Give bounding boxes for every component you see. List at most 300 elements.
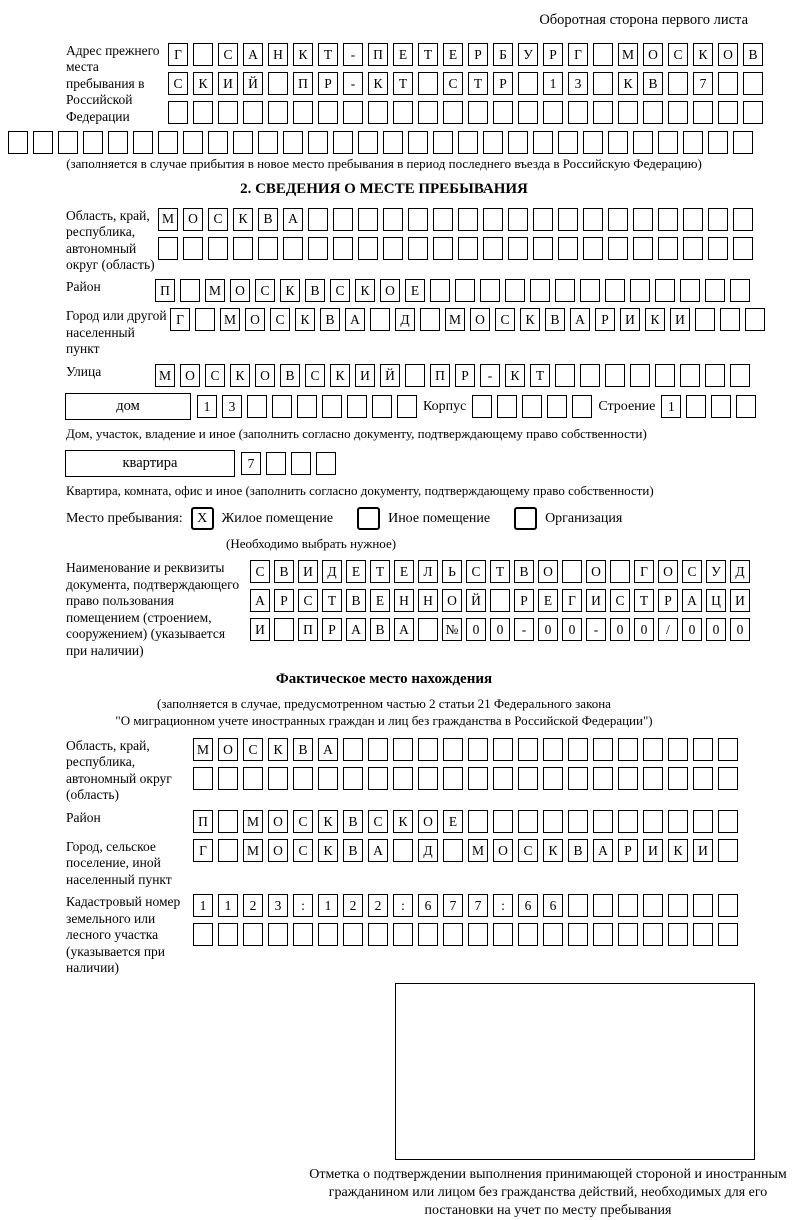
char-box[interactable] bbox=[493, 923, 513, 946]
char-box[interactable] bbox=[633, 131, 653, 154]
char-box[interactable] bbox=[558, 208, 578, 231]
char-box[interactable] bbox=[291, 452, 311, 475]
char-box[interactable]: - bbox=[480, 364, 500, 387]
char-box[interactable]: У bbox=[706, 560, 726, 583]
char-box[interactable]: В bbox=[258, 208, 278, 231]
char-box[interactable] bbox=[443, 101, 463, 124]
char-box[interactable]: Т bbox=[634, 589, 654, 612]
char-box[interactable] bbox=[458, 131, 478, 154]
char-box[interactable]: В bbox=[293, 738, 313, 761]
char-box[interactable]: К bbox=[293, 43, 313, 66]
char-box[interactable] bbox=[711, 395, 731, 418]
char-box[interactable]: К bbox=[330, 364, 350, 387]
char-box[interactable]: П bbox=[155, 279, 175, 302]
char-box[interactable]: Е bbox=[370, 589, 390, 612]
char-box[interactable]: С bbox=[208, 208, 228, 231]
char-box[interactable]: О bbox=[268, 810, 288, 833]
char-box[interactable] bbox=[533, 131, 553, 154]
char-box[interactable] bbox=[643, 810, 663, 833]
char-box[interactable] bbox=[610, 560, 630, 583]
char-box[interactable] bbox=[658, 208, 678, 231]
char-box[interactable]: М bbox=[243, 839, 263, 862]
char-box[interactable]: К bbox=[280, 279, 300, 302]
char-box[interactable]: В bbox=[370, 618, 390, 641]
char-box[interactable]: О bbox=[218, 738, 238, 761]
char-box[interactable] bbox=[508, 237, 528, 260]
char-box[interactable]: К bbox=[693, 43, 713, 66]
char-box[interactable] bbox=[268, 72, 288, 95]
char-box[interactable]: - bbox=[514, 618, 534, 641]
char-box[interactable] bbox=[733, 131, 753, 154]
char-box[interactable] bbox=[233, 131, 253, 154]
char-box[interactable] bbox=[497, 395, 517, 418]
char-box[interactable] bbox=[593, 810, 613, 833]
char-box[interactable] bbox=[668, 101, 688, 124]
char-box[interactable]: 2 bbox=[243, 894, 263, 917]
char-box[interactable]: К bbox=[520, 308, 540, 331]
char-box[interactable]: 0 bbox=[562, 618, 582, 641]
char-box[interactable] bbox=[443, 738, 463, 761]
char-box[interactable] bbox=[568, 894, 588, 917]
char-box[interactable]: Н bbox=[418, 589, 438, 612]
char-box[interactable] bbox=[183, 237, 203, 260]
char-box[interactable]: Й bbox=[243, 72, 263, 95]
char-box[interactable] bbox=[83, 131, 103, 154]
char-box[interactable]: 0 bbox=[706, 618, 726, 641]
char-box[interactable]: В bbox=[568, 839, 588, 862]
char-box[interactable]: 6 bbox=[418, 894, 438, 917]
char-box[interactable] bbox=[318, 923, 338, 946]
char-box[interactable] bbox=[493, 101, 513, 124]
char-box[interactable]: Т bbox=[393, 72, 413, 95]
char-box[interactable] bbox=[572, 395, 592, 418]
char-box[interactable] bbox=[605, 279, 625, 302]
char-box[interactable] bbox=[618, 810, 638, 833]
char-box[interactable] bbox=[333, 208, 353, 231]
char-box[interactable] bbox=[33, 131, 53, 154]
char-box[interactable] bbox=[383, 131, 403, 154]
char-box[interactable]: Е bbox=[538, 589, 558, 612]
char-box[interactable] bbox=[243, 923, 263, 946]
char-box[interactable]: 0 bbox=[610, 618, 630, 641]
char-box[interactable] bbox=[233, 237, 253, 260]
char-box[interactable]: С bbox=[518, 839, 538, 862]
char-box[interactable]: А bbox=[682, 589, 702, 612]
apartment-type-field[interactable]: квартира bbox=[65, 450, 235, 477]
char-box[interactable] bbox=[633, 208, 653, 231]
char-box[interactable] bbox=[518, 738, 538, 761]
char-box[interactable]: О bbox=[418, 810, 438, 833]
char-box[interactable] bbox=[490, 589, 510, 612]
char-box[interactable]: В bbox=[743, 43, 763, 66]
char-box[interactable]: И bbox=[730, 589, 750, 612]
char-box[interactable]: Т bbox=[418, 43, 438, 66]
char-box[interactable] bbox=[268, 767, 288, 790]
char-box[interactable]: С bbox=[466, 560, 486, 583]
char-box[interactable] bbox=[630, 279, 650, 302]
char-box[interactable]: М bbox=[193, 738, 213, 761]
char-box[interactable]: О bbox=[658, 560, 678, 583]
char-box[interactable]: 7 bbox=[468, 894, 488, 917]
char-box[interactable]: К bbox=[618, 72, 638, 95]
char-box[interactable] bbox=[558, 131, 578, 154]
char-box[interactable] bbox=[718, 839, 738, 862]
char-box[interactable] bbox=[193, 43, 213, 66]
char-box[interactable] bbox=[693, 894, 713, 917]
char-box[interactable]: Р bbox=[658, 589, 678, 612]
char-box[interactable]: В bbox=[346, 589, 366, 612]
char-box[interactable]: Ь bbox=[442, 560, 462, 583]
char-box[interactable] bbox=[258, 131, 278, 154]
char-box[interactable]: И bbox=[620, 308, 640, 331]
char-box[interactable] bbox=[643, 894, 663, 917]
char-box[interactable]: А bbox=[345, 308, 365, 331]
char-box[interactable] bbox=[743, 101, 763, 124]
char-box[interactable] bbox=[343, 923, 363, 946]
char-box[interactable] bbox=[493, 738, 513, 761]
char-box[interactable]: Г bbox=[634, 560, 654, 583]
char-box[interactable]: С bbox=[255, 279, 275, 302]
char-box[interactable] bbox=[58, 131, 78, 154]
char-box[interactable] bbox=[518, 767, 538, 790]
char-box[interactable]: Д bbox=[395, 308, 415, 331]
char-box[interactable]: С bbox=[682, 560, 702, 583]
char-box[interactable] bbox=[458, 237, 478, 260]
char-box[interactable]: К bbox=[543, 839, 563, 862]
char-box[interactable]: П bbox=[298, 618, 318, 641]
char-box[interactable] bbox=[708, 237, 728, 260]
char-box[interactable]: О bbox=[718, 43, 738, 66]
char-box[interactable] bbox=[583, 208, 603, 231]
char-box[interactable]: М bbox=[243, 810, 263, 833]
char-box[interactable] bbox=[493, 810, 513, 833]
char-box[interactable] bbox=[680, 364, 700, 387]
char-box[interactable]: К bbox=[230, 364, 250, 387]
char-box[interactable] bbox=[668, 72, 688, 95]
char-box[interactable]: В bbox=[305, 279, 325, 302]
char-box[interactable] bbox=[593, 923, 613, 946]
char-box[interactable]: : bbox=[493, 894, 513, 917]
char-box[interactable] bbox=[208, 131, 228, 154]
char-box[interactable]: И bbox=[355, 364, 375, 387]
char-box[interactable]: П bbox=[368, 43, 388, 66]
char-box[interactable] bbox=[518, 923, 538, 946]
char-box[interactable] bbox=[658, 237, 678, 260]
char-box[interactable] bbox=[720, 308, 740, 331]
char-box[interactable] bbox=[705, 279, 725, 302]
char-box[interactable]: М bbox=[205, 279, 225, 302]
char-box[interactable]: Р bbox=[455, 364, 475, 387]
char-box[interactable] bbox=[333, 131, 353, 154]
char-box[interactable] bbox=[258, 237, 278, 260]
char-box[interactable] bbox=[508, 131, 528, 154]
char-box[interactable] bbox=[693, 810, 713, 833]
char-box[interactable] bbox=[518, 101, 538, 124]
char-box[interactable] bbox=[283, 237, 303, 260]
char-box[interactable]: М bbox=[220, 308, 240, 331]
char-box[interactable] bbox=[693, 738, 713, 761]
char-box[interactable] bbox=[718, 72, 738, 95]
char-box[interactable] bbox=[668, 923, 688, 946]
char-box[interactable] bbox=[168, 101, 188, 124]
char-box[interactable]: С bbox=[250, 560, 270, 583]
char-box[interactable]: С bbox=[205, 364, 225, 387]
char-box[interactable]: Р bbox=[543, 43, 563, 66]
char-box[interactable]: 7 bbox=[241, 452, 261, 475]
char-box[interactable] bbox=[370, 308, 390, 331]
char-box[interactable] bbox=[593, 767, 613, 790]
char-box[interactable] bbox=[322, 395, 342, 418]
char-box[interactable] bbox=[247, 395, 267, 418]
char-box[interactable] bbox=[618, 894, 638, 917]
char-box[interactable] bbox=[318, 101, 338, 124]
char-box[interactable] bbox=[418, 923, 438, 946]
char-box[interactable] bbox=[580, 279, 600, 302]
char-box[interactable]: Р bbox=[318, 72, 338, 95]
char-box[interactable]: В bbox=[320, 308, 340, 331]
char-box[interactable]: О bbox=[470, 308, 490, 331]
char-box[interactable] bbox=[358, 131, 378, 154]
char-box[interactable] bbox=[633, 237, 653, 260]
char-box[interactable] bbox=[468, 810, 488, 833]
char-box[interactable]: У bbox=[518, 43, 538, 66]
char-box[interactable]: О bbox=[255, 364, 275, 387]
char-box[interactable] bbox=[705, 364, 725, 387]
char-box[interactable] bbox=[218, 767, 238, 790]
char-box[interactable]: Д bbox=[322, 560, 342, 583]
char-box[interactable] bbox=[418, 767, 438, 790]
char-box[interactable] bbox=[418, 738, 438, 761]
char-box[interactable] bbox=[568, 101, 588, 124]
char-box[interactable]: А bbox=[318, 738, 338, 761]
char-box[interactable]: П bbox=[293, 72, 313, 95]
char-box[interactable]: - bbox=[343, 72, 363, 95]
residential-checkbox[interactable]: X bbox=[191, 507, 214, 530]
char-box[interactable] bbox=[318, 767, 338, 790]
char-box[interactable] bbox=[343, 738, 363, 761]
char-box[interactable]: О bbox=[268, 839, 288, 862]
char-box[interactable]: Л bbox=[418, 560, 438, 583]
char-box[interactable] bbox=[343, 767, 363, 790]
char-box[interactable] bbox=[693, 767, 713, 790]
char-box[interactable] bbox=[308, 237, 328, 260]
char-box[interactable] bbox=[193, 923, 213, 946]
char-box[interactable] bbox=[618, 738, 638, 761]
char-box[interactable]: К bbox=[295, 308, 315, 331]
char-box[interactable] bbox=[693, 101, 713, 124]
char-box[interactable] bbox=[618, 101, 638, 124]
char-box[interactable]: Й bbox=[380, 364, 400, 387]
char-box[interactable] bbox=[718, 738, 738, 761]
char-box[interactable] bbox=[266, 452, 286, 475]
char-box[interactable] bbox=[618, 923, 638, 946]
char-box[interactable] bbox=[655, 364, 675, 387]
char-box[interactable] bbox=[308, 131, 328, 154]
char-box[interactable]: Т bbox=[490, 560, 510, 583]
char-box[interactable]: Р bbox=[468, 43, 488, 66]
char-box[interactable]: В bbox=[280, 364, 300, 387]
char-box[interactable]: Б bbox=[493, 43, 513, 66]
char-box[interactable] bbox=[643, 738, 663, 761]
char-box[interactable]: 3 bbox=[222, 395, 242, 418]
char-box[interactable] bbox=[530, 279, 550, 302]
char-box[interactable] bbox=[418, 72, 438, 95]
char-box[interactable] bbox=[408, 237, 428, 260]
char-box[interactable] bbox=[193, 767, 213, 790]
char-box[interactable]: Е bbox=[405, 279, 425, 302]
char-box[interactable] bbox=[733, 208, 753, 231]
char-box[interactable]: К bbox=[368, 72, 388, 95]
char-box[interactable]: - bbox=[343, 43, 363, 66]
char-box[interactable]: О bbox=[183, 208, 203, 231]
char-box[interactable] bbox=[547, 395, 567, 418]
char-box[interactable] bbox=[683, 237, 703, 260]
char-box[interactable] bbox=[268, 101, 288, 124]
char-box[interactable]: С bbox=[168, 72, 188, 95]
char-box[interactable] bbox=[283, 131, 303, 154]
char-box[interactable]: А bbox=[243, 43, 263, 66]
char-box[interactable] bbox=[297, 395, 317, 418]
organization-checkbox[interactable] bbox=[514, 507, 537, 530]
char-box[interactable] bbox=[347, 395, 367, 418]
char-box[interactable]: Р bbox=[274, 589, 294, 612]
char-box[interactable]: О bbox=[442, 589, 462, 612]
char-box[interactable] bbox=[468, 767, 488, 790]
char-box[interactable] bbox=[555, 364, 575, 387]
char-box[interactable]: Д bbox=[418, 839, 438, 862]
char-box[interactable] bbox=[193, 101, 213, 124]
char-box[interactable] bbox=[472, 395, 492, 418]
char-box[interactable] bbox=[393, 101, 413, 124]
char-box[interactable] bbox=[518, 72, 538, 95]
char-box[interactable] bbox=[743, 72, 763, 95]
char-box[interactable]: С bbox=[330, 279, 350, 302]
char-box[interactable] bbox=[368, 101, 388, 124]
char-box[interactable]: И bbox=[586, 589, 606, 612]
char-box[interactable]: О bbox=[245, 308, 265, 331]
char-box[interactable] bbox=[708, 208, 728, 231]
char-box[interactable]: И bbox=[643, 839, 663, 862]
char-box[interactable] bbox=[393, 839, 413, 862]
char-box[interactable] bbox=[368, 767, 388, 790]
char-box[interactable]: С bbox=[610, 589, 630, 612]
char-box[interactable]: Р bbox=[493, 72, 513, 95]
char-box[interactable]: Г bbox=[568, 43, 588, 66]
char-box[interactable]: М bbox=[445, 308, 465, 331]
char-box[interactable] bbox=[555, 279, 575, 302]
char-box[interactable]: К bbox=[318, 839, 338, 862]
char-box[interactable]: 6 bbox=[518, 894, 538, 917]
char-box[interactable] bbox=[195, 308, 215, 331]
char-box[interactable] bbox=[133, 131, 153, 154]
char-box[interactable]: : bbox=[393, 894, 413, 917]
char-box[interactable] bbox=[293, 923, 313, 946]
char-box[interactable]: Р bbox=[514, 589, 534, 612]
char-box[interactable] bbox=[316, 452, 336, 475]
char-box[interactable] bbox=[568, 767, 588, 790]
char-box[interactable] bbox=[483, 131, 503, 154]
char-box[interactable]: Т bbox=[530, 364, 550, 387]
char-box[interactable]: О bbox=[538, 560, 558, 583]
char-box[interactable]: / bbox=[658, 618, 678, 641]
char-box[interactable]: 0 bbox=[634, 618, 654, 641]
char-box[interactable]: И bbox=[670, 308, 690, 331]
char-box[interactable]: С bbox=[243, 738, 263, 761]
char-box[interactable]: С bbox=[668, 43, 688, 66]
char-box[interactable] bbox=[522, 395, 542, 418]
char-box[interactable]: Е bbox=[393, 43, 413, 66]
char-box[interactable]: П bbox=[430, 364, 450, 387]
char-box[interactable] bbox=[268, 923, 288, 946]
char-box[interactable]: И bbox=[298, 560, 318, 583]
char-box[interactable]: Т bbox=[318, 43, 338, 66]
char-box[interactable]: А bbox=[570, 308, 590, 331]
char-box[interactable] bbox=[208, 237, 228, 260]
char-box[interactable] bbox=[393, 738, 413, 761]
char-box[interactable] bbox=[580, 364, 600, 387]
char-box[interactable]: 0 bbox=[682, 618, 702, 641]
char-box[interactable] bbox=[158, 131, 178, 154]
char-box[interactable] bbox=[372, 395, 392, 418]
char-box[interactable] bbox=[443, 923, 463, 946]
char-box[interactable]: К bbox=[193, 72, 213, 95]
char-box[interactable] bbox=[745, 308, 765, 331]
char-box[interactable] bbox=[543, 738, 563, 761]
char-box[interactable] bbox=[533, 208, 553, 231]
char-box[interactable]: В bbox=[343, 810, 363, 833]
char-box[interactable]: Р bbox=[618, 839, 638, 862]
house-type-field[interactable]: дом bbox=[65, 393, 191, 420]
char-box[interactable]: 2 bbox=[343, 894, 363, 917]
char-box[interactable] bbox=[218, 101, 238, 124]
char-box[interactable]: С bbox=[218, 43, 238, 66]
char-box[interactable] bbox=[274, 618, 294, 641]
char-box[interactable]: Г bbox=[170, 308, 190, 331]
char-box[interactable] bbox=[468, 738, 488, 761]
char-box[interactable]: А bbox=[283, 208, 303, 231]
char-box[interactable] bbox=[333, 237, 353, 260]
char-box[interactable]: К bbox=[355, 279, 375, 302]
char-box[interactable]: 1 bbox=[318, 894, 338, 917]
char-box[interactable]: Е bbox=[443, 810, 463, 833]
char-box[interactable] bbox=[518, 810, 538, 833]
char-box[interactable]: К bbox=[668, 839, 688, 862]
char-box[interactable]: О bbox=[180, 364, 200, 387]
char-box[interactable] bbox=[383, 237, 403, 260]
char-box[interactable]: К bbox=[505, 364, 525, 387]
char-box[interactable]: С bbox=[293, 839, 313, 862]
char-box[interactable]: Г bbox=[168, 43, 188, 66]
char-box[interactable] bbox=[683, 131, 703, 154]
char-box[interactable]: Е bbox=[346, 560, 366, 583]
char-box[interactable] bbox=[643, 767, 663, 790]
char-box[interactable] bbox=[272, 395, 292, 418]
char-box[interactable] bbox=[668, 810, 688, 833]
char-box[interactable]: О bbox=[230, 279, 250, 302]
char-box[interactable] bbox=[418, 101, 438, 124]
char-box[interactable] bbox=[730, 364, 750, 387]
char-box[interactable] bbox=[736, 395, 756, 418]
char-box[interactable]: 7 bbox=[443, 894, 463, 917]
char-box[interactable]: К bbox=[268, 738, 288, 761]
char-box[interactable] bbox=[668, 738, 688, 761]
char-box[interactable] bbox=[8, 131, 28, 154]
char-box[interactable] bbox=[583, 131, 603, 154]
char-box[interactable] bbox=[583, 237, 603, 260]
char-box[interactable] bbox=[218, 923, 238, 946]
char-box[interactable] bbox=[605, 364, 625, 387]
char-box[interactable]: 1 bbox=[197, 395, 217, 418]
